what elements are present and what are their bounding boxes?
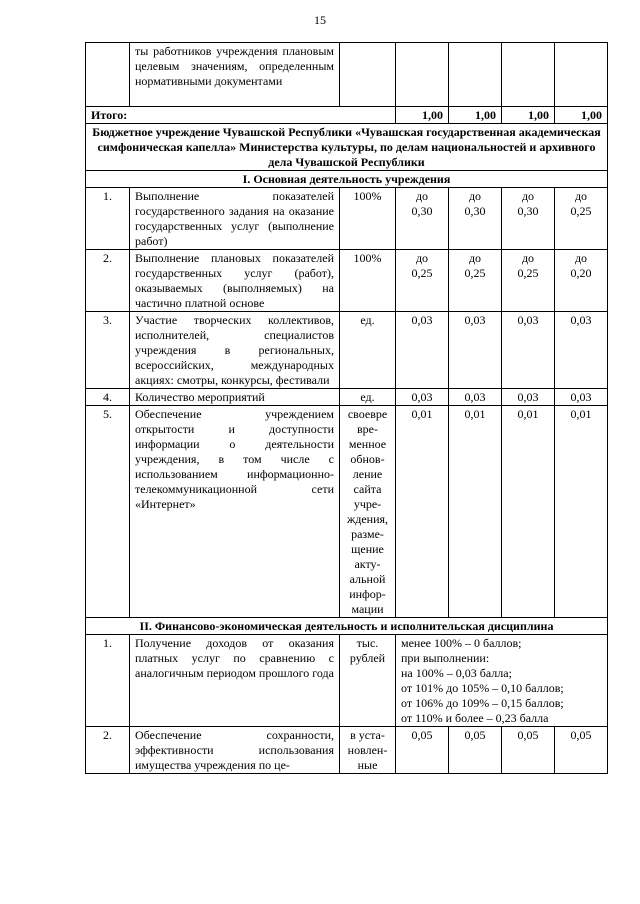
unit-cell: 100%: [340, 250, 396, 312]
total-label: Итого:: [86, 107, 396, 124]
row-number: 5.: [86, 406, 130, 618]
unit-cell: 100%: [340, 188, 396, 250]
unit-cell: ед.: [340, 389, 396, 406]
table-row: [86, 312, 608, 389]
value-cell: 0,03: [502, 312, 555, 389]
unit-cell: своевре вре- менное обнов- ление сайта учре- ждения, разме- щение акту- альной инфор- мации: [340, 406, 396, 618]
value-cell: до 0,20: [555, 250, 608, 312]
value-cell: до 0,30: [396, 188, 449, 250]
page-number: 15: [314, 13, 326, 27]
unit-cell: в уста- новлен- ные: [340, 727, 396, 774]
criterion-text: ты работников учреждения плановым целевым значениям, определенным нормативными документами: [130, 43, 340, 107]
value-cell: 0,05: [396, 727, 449, 774]
row-number: 2.: [86, 250, 130, 312]
total-value: 1,00: [555, 107, 608, 124]
scoring-scale: менее 100% – 0 баллов; при выполнении: на 100% – 0,03 балла; от 101% до 105% – 0,10 баллов; от 106% до 109% – 0,15 баллов; от 110% и более – 0,23 балла: [396, 635, 608, 727]
criterion-text: Выполнение плановых показателей государственных услуг (работ), оказываемых (выполняемых) на частично платной основе: [130, 250, 340, 312]
value-cell: 0,03: [396, 389, 449, 406]
table-row: [86, 635, 608, 727]
value-cell: 0,03: [555, 389, 608, 406]
criterion-text: Количество мероприятий: [130, 389, 340, 406]
value-cell: до 0,25: [396, 250, 449, 312]
section-header-row: [86, 618, 608, 635]
criterion-text: Обеспечение учреждением открытости и доступности информации о деятельности учреждения, в том числе с использованием информационно-телекоммуникационной сети «Интернет»: [130, 406, 340, 618]
value-cell: 0,03: [449, 389, 502, 406]
value-cell: 0,01: [396, 406, 449, 618]
value-cell: [502, 43, 555, 107]
unit-cell: ед.: [340, 312, 396, 389]
value-cell: до 0,30: [502, 188, 555, 250]
criterion-text: Обеспечение сохранности, эффективности использования имущества учреждения по це-: [130, 727, 340, 774]
total-value: 1,00: [449, 107, 502, 124]
table-row: [86, 727, 608, 774]
value-cell: 0,03: [396, 312, 449, 389]
section-title: II. Финансово-экономическая деятельность и исполнительская дисциплина: [86, 618, 608, 635]
criterion-text: Участие творческих коллективов, исполнителей, специалистов учреждения в региональных, всероссийских, международных акциях: смотры, конкурсы, фестивали: [130, 312, 340, 389]
unit-cell: тыс. рублей: [340, 635, 396, 727]
value-cell: 0,05: [449, 727, 502, 774]
value-cell: до 0,30: [449, 188, 502, 250]
row-number: 3.: [86, 312, 130, 389]
value-cell: 0,03: [502, 389, 555, 406]
value-cell: до 0,25: [502, 250, 555, 312]
value-cell: 0,03: [449, 312, 502, 389]
row-number: 2.: [86, 727, 130, 774]
criterion-text: Получение доходов от оказания платных услуг по сравнению с аналогичным периодом прошлого года: [130, 635, 340, 727]
value-cell: 0,05: [502, 727, 555, 774]
table-row: [86, 389, 608, 406]
criterion-text: Выполнение показателей государственного задания на оказание государственных услуг (выполнение работ): [130, 188, 340, 250]
table-row: [86, 188, 608, 250]
row-number: 4.: [86, 389, 130, 406]
row-number: 1.: [86, 635, 130, 727]
value-cell: [555, 43, 608, 107]
table-row: [86, 250, 608, 312]
organization-header-row: [86, 124, 608, 171]
table-row: [86, 406, 608, 618]
total-row: [86, 107, 608, 124]
value-cell: [396, 43, 449, 107]
value-cell: 0,01: [502, 406, 555, 618]
row-number: [86, 43, 130, 107]
value-cell: до 0,25: [555, 188, 608, 250]
section-header-row: [86, 171, 608, 188]
value-cell: 0,01: [449, 406, 502, 618]
total-value: 1,00: [502, 107, 555, 124]
value-cell: 0,03: [555, 312, 608, 389]
value-cell: 0,01: [555, 406, 608, 618]
total-value: 1,00: [396, 107, 449, 124]
value-cell: до 0,25: [449, 250, 502, 312]
indicators-table: [85, 42, 608, 774]
unit-cell: [340, 43, 396, 107]
value-cell: [449, 43, 502, 107]
row-number: 1.: [86, 188, 130, 250]
organization-header: Бюджетное учреждение Чувашской Республики «Чувашская государственная академическая симфоническая капелла» Министерства культуры, по делам национальностей и архивного дела Чувашской Республики: [86, 124, 608, 171]
section-title: I. Основная деятельность учреждения: [86, 171, 608, 188]
value-cell: 0,05: [555, 727, 608, 774]
carry-over-row: [86, 43, 608, 107]
